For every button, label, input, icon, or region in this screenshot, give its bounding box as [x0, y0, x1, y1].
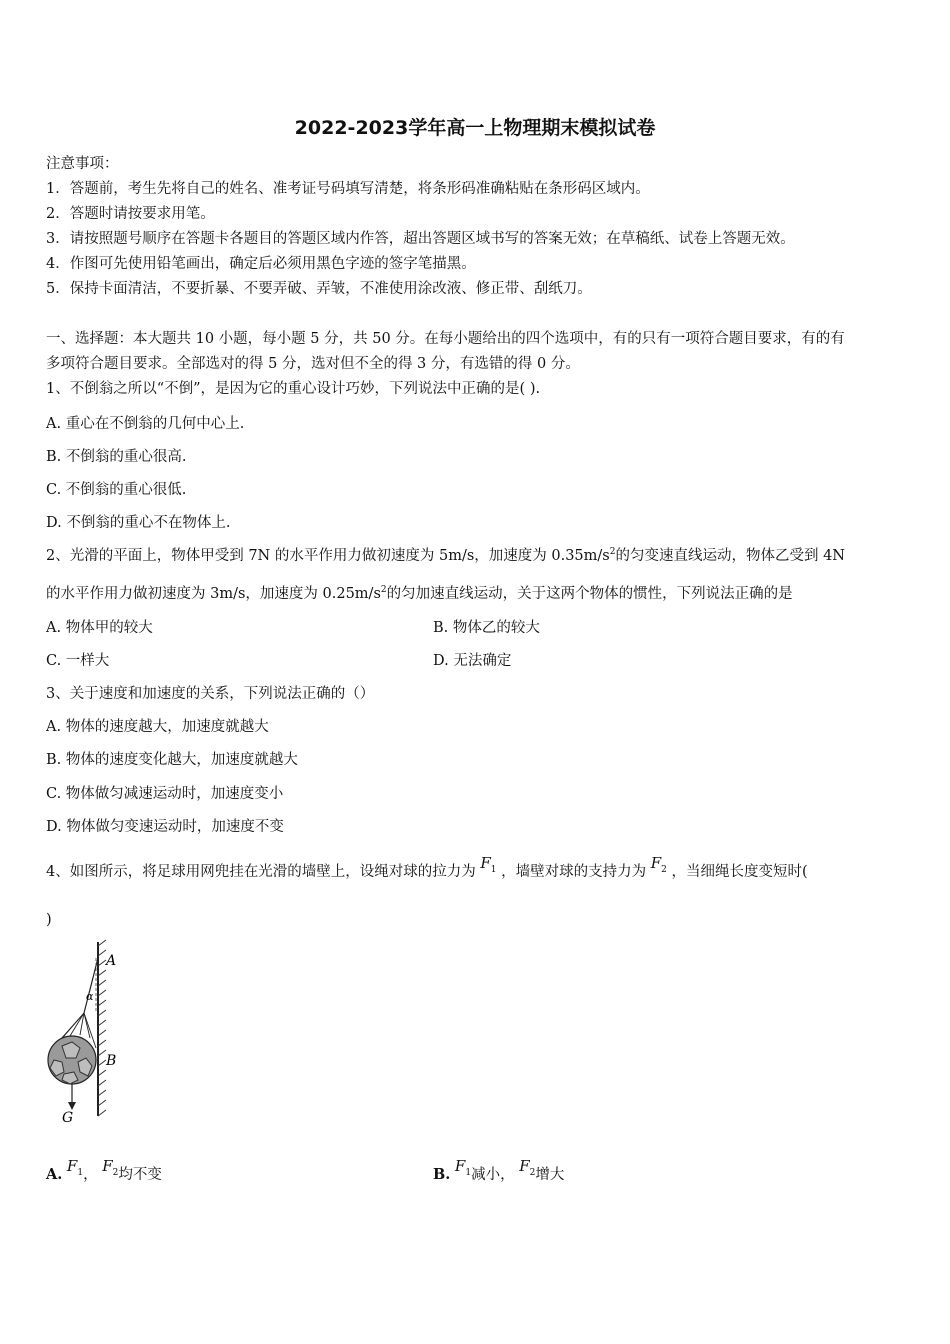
question-3-option-a: A. 物体的速度越大，加速度就越大 — [46, 719, 269, 735]
f-letter: F — [650, 854, 662, 872]
q2-exponent: 2 — [380, 585, 387, 596]
q4-stem-part-b: ，墙壁对球的支持力为 — [501, 864, 647, 880]
question-4-stem — [46, 854, 808, 883]
f-letter: F — [454, 1157, 466, 1175]
option-a-separator: ， — [83, 1167, 98, 1183]
f-subscript: 2 — [661, 865, 667, 875]
q4-f1-symbol — [454, 1157, 472, 1178]
label-g: G — [62, 1110, 74, 1126]
label-a: A — [106, 953, 117, 969]
q4-f1-symbol — [66, 1157, 84, 1178]
f-letter: F — [519, 1157, 530, 1175]
question-3-option-c: C. 物体做匀减速运动时，加速度变小 — [46, 786, 284, 802]
q2-line2-part-a: 的水平作用力做初速度为 3m/s，加速度为 0.25m/s — [46, 586, 381, 602]
q2-line2-part-b: 的匀加速直线运动，关于这两个物体的惯性，下列说法正确的是 — [386, 586, 793, 602]
arrow-head-icon — [68, 1102, 76, 1110]
f-subscript: 2 — [529, 1168, 536, 1178]
question-2-option-a: A. 物体甲的较大 — [46, 620, 153, 636]
question-3-stem: 3、关于速度和加速度的关系，下列说法正确的（） — [46, 686, 375, 702]
page-title: 2022-2023学年高一上物理期末模拟试卷 — [294, 117, 656, 139]
note-item: 2．答题时请按要求用笔。 — [46, 206, 215, 222]
q4-f1-symbol — [480, 854, 497, 875]
question-1-option-c: C. 不倒翁的重心很低. — [46, 482, 187, 498]
football-wall-figure — [40, 938, 140, 1128]
section-intro-line2: 多项符合题目要求。全部选对的得 5 分，选对但不全的得 3 分，有选错的得 0 分。 — [46, 356, 580, 372]
q4-stem-part-c: ，当细绳长度变短时( — [671, 864, 808, 880]
q4-f2-symbol — [650, 854, 667, 875]
section-intro-line1: 一、选择题：本大题共 10 小题，每小题 5 分，共 50 分。在每小题给出的四个选项中，有的只有一项符合题目要求，有的有 — [46, 331, 845, 347]
f-letter: F — [102, 1157, 113, 1175]
question-3-option-d: D. 物体做匀变速运动时，加速度不变 — [46, 819, 284, 835]
question-4-option-b — [433, 1157, 565, 1186]
question-2-stem-line1 — [46, 544, 845, 565]
question-4-stem-end: ) — [46, 912, 52, 928]
f-subscript: 1 — [77, 1168, 84, 1178]
option-a-text: 均不变 — [118, 1167, 162, 1183]
question-1-option-a: A. 重心在不倒翁的几何中心上. — [46, 416, 245, 432]
question-3-option-b: B. 物体的速度变化越大，加速度就越大 — [46, 752, 298, 768]
label-alpha: α — [86, 990, 94, 1003]
option-a-label: A. — [46, 1166, 63, 1183]
note-item: 3．请按照题号顺序在答题卡各题目的答题区域内作答，超出答题区域书写的答案无效；在草稿纸、试卷上答题无效。 — [46, 231, 795, 247]
q2-line1-part-a: 2、光滑的平面上，物体甲受到 7N 的水平作用力做初速度为 5m/s，加速度为 0.35m/s — [46, 548, 610, 564]
label-b: B — [106, 1053, 117, 1069]
option-b-label: B. — [433, 1166, 451, 1183]
option-b-text: 增大 — [535, 1167, 565, 1183]
question-2-option-d: D. 无法确定 — [433, 653, 512, 669]
q4-f2-symbol — [519, 1157, 536, 1178]
q2-exponent: 2 — [609, 547, 616, 558]
f-subscript: 1 — [490, 865, 497, 875]
q4-f2-symbol — [102, 1157, 119, 1178]
note-item: 4．作图可先使用铅笔画出，确定后必须用黑色字迹的签字笔描黑。 — [46, 256, 476, 272]
question-2-stem-line2 — [46, 582, 793, 603]
question-2-option-b: B. 物体乙的较大 — [433, 620, 540, 636]
option-b-middle: 减小， — [471, 1167, 515, 1183]
notes-heading: 注意事项： — [46, 156, 119, 172]
question-1-stem: 1、不倒翁之所以“不倒”，是因为它的重心设计巧妙，下列说法中正确的是( ). — [46, 381, 541, 397]
wall-hatching — [98, 940, 106, 1116]
f-letter: F — [66, 1157, 78, 1175]
note-item: 5．保持卡面清洁，不要折暴、不要弄破、弄皱，不准使用涂改液、修正带、刮纸刀。 — [46, 281, 592, 297]
f-letter: F — [480, 854, 491, 872]
question-1-option-d: D. 不倒翁的重心不在物体上. — [46, 515, 231, 531]
q4-stem-part-a: 4、如图所示，将足球用网兜挂在光滑的墙壁上，设绳对球的拉力为 — [46, 864, 476, 880]
question-2-option-c: C. 一样大 — [46, 653, 110, 669]
q2-line1-part-b: 的匀变速直线运动，物体乙受到 4N — [615, 548, 845, 564]
note-item: 1．答题前，考生先将自己的姓名、准考证号码填写清楚，将条形码准确粘贴在条形码区域内。 — [46, 181, 650, 197]
f-subscript: 1 — [465, 1168, 472, 1178]
f-subscript: 2 — [112, 1168, 119, 1178]
question-1-option-b: B. 不倒翁的重心很高. — [46, 449, 187, 465]
question-4-option-a — [46, 1157, 162, 1186]
